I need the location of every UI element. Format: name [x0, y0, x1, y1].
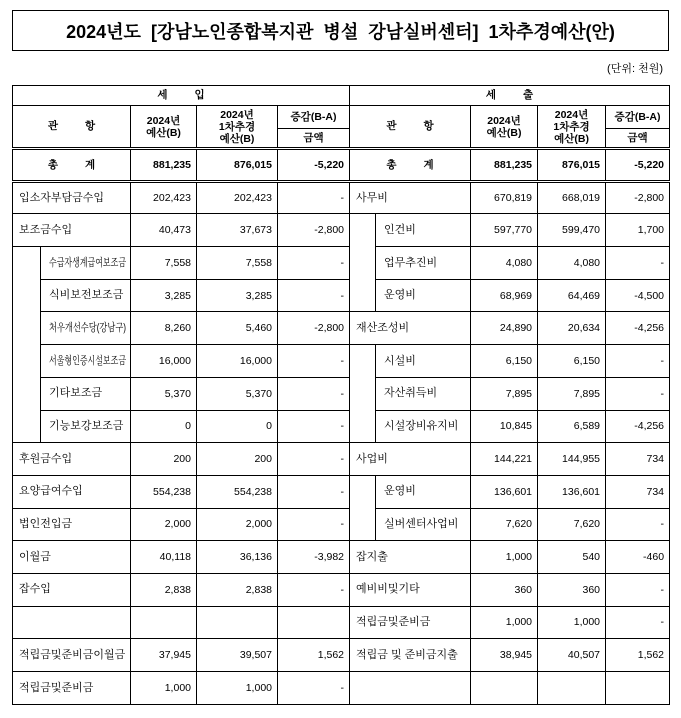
revenue-budget-cell: 202,423 [131, 181, 197, 214]
expense-indent-cell [350, 345, 376, 378]
revenue-budget-cell [131, 606, 197, 639]
revenue-item-label: 이월금 [19, 550, 51, 563]
revenue-change-cell: - [278, 508, 350, 541]
expense-supplementary-cell: 7,620 [538, 508, 606, 541]
table-row [13, 312, 670, 345]
revenue-item-label: 적립금및준비금 [19, 681, 94, 694]
expense-supplementary-cell: 1,000 [538, 606, 606, 639]
revenue-supplementary-cell: 554,238 [197, 475, 278, 508]
expense-supplementary-cell: 6,589 [538, 410, 606, 443]
total-row [13, 149, 670, 182]
expense-budget-cell: 1,000 [471, 541, 538, 574]
expense-supplementary-cell: 360 [538, 573, 606, 606]
expense-item-label: 예비비및기타 [356, 583, 420, 596]
expense-item-label-cell [350, 181, 471, 214]
expense-budget-header [471, 106, 538, 149]
expense-amount-header: 금액 [606, 129, 670, 149]
revenue-indent-cell [13, 247, 41, 280]
expense-total-supplementary: 876,015 [538, 149, 606, 182]
budget-table [12, 85, 670, 705]
expense-item-label-cell [350, 573, 471, 606]
expense-supplementary-cell [538, 672, 606, 705]
expense-section-header: 세 출 [350, 86, 670, 106]
revenue-budget-cell: 3,285 [131, 279, 197, 312]
revenue-total-change: -5,220 [278, 149, 350, 182]
expense-change-cell: - [606, 606, 670, 639]
expense-budget-cell: 597,770 [471, 214, 538, 247]
document-title: 2024년도 [강남노인종합복지관 병설 강남실버센터] 1차추경예산(안) [66, 21, 615, 42]
expense-item-label-cell [376, 508, 471, 541]
header-line: 1차추경 [553, 120, 590, 133]
expense-item-header: 관 항 [350, 106, 471, 149]
expense-item-label-cell [350, 639, 471, 672]
revenue-indent-cell [13, 410, 41, 443]
expense-budget-cell: 7,620 [471, 508, 538, 541]
expense-item-label-cell [376, 475, 471, 508]
expense-change-cell: -4,256 [606, 312, 670, 345]
revenue-item-label-cell [13, 475, 131, 508]
expense-supplementary-cell: 599,470 [538, 214, 606, 247]
expense-change-cell: 1,700 [606, 214, 670, 247]
revenue-supplementary-cell: 1,000 [197, 672, 278, 705]
expense-change-cell: -460 [606, 541, 670, 574]
header-line: 1차추경 [218, 120, 256, 133]
header-line: 2024년 [487, 114, 521, 127]
revenue-total-label: 총 계 [13, 149, 131, 182]
expense-item-label-cell [350, 541, 471, 574]
expense-item-label: 시설비 [384, 354, 416, 367]
table-row [13, 672, 670, 705]
expense-item-label: 적립금 및 준비금지출 [356, 648, 458, 661]
revenue-change-cell: -3,982 [278, 541, 350, 574]
expense-item-label-cell [376, 410, 471, 443]
expense-indent-cell [350, 214, 376, 247]
revenue-budget-cell: 2,838 [131, 573, 197, 606]
expense-indent-cell [350, 508, 376, 541]
revenue-item-label-cell [13, 181, 131, 214]
expense-supplementary-cell: 4,080 [538, 247, 606, 280]
expense-budget-cell: 360 [471, 573, 538, 606]
table-row [13, 508, 670, 541]
revenue-item-label: 기능보강보조금 [49, 420, 124, 433]
expense-change-cell: - [606, 508, 670, 541]
revenue-item-label-cell [13, 672, 131, 705]
expense-item-label: 자산취득비 [384, 387, 438, 400]
header-line: 2024년 [554, 108, 589, 121]
expense-item-label: 시설장비유지비 [384, 420, 459, 433]
revenue-item-label: 처우개선수당(강남구) [49, 321, 127, 334]
revenue-item-label-cell [13, 606, 131, 639]
revenue-change-header: 증감(B-A) [278, 106, 350, 129]
expense-total-label: 총 계 [350, 149, 471, 182]
revenue-budget-cell: 16,000 [131, 345, 197, 378]
revenue-budget-cell: 554,238 [131, 475, 197, 508]
revenue-item-label: 후원금수입 [19, 452, 73, 465]
revenue-item-label-cell [13, 214, 131, 247]
expense-total-change: -5,220 [606, 149, 670, 182]
revenue-change-cell: - [278, 672, 350, 705]
expense-budget-cell [471, 672, 538, 705]
header-line: 예산(B) [146, 126, 181, 139]
expense-item-label-cell [350, 312, 471, 345]
expense-budget-cell: 144,221 [471, 443, 538, 476]
expense-change-cell: - [606, 247, 670, 280]
revenue-supplementary-cell [197, 606, 278, 639]
expense-change-cell [606, 672, 670, 705]
revenue-item-header: 관 항 [13, 106, 131, 149]
expense-item-label: 사무비 [356, 191, 388, 204]
expense-budget-cell: 24,890 [471, 312, 538, 345]
revenue-budget-cell: 5,370 [131, 377, 197, 410]
revenue-change-cell: - [278, 443, 350, 476]
revenue-item-label: 요양급여수입 [19, 485, 83, 498]
table-row [13, 247, 670, 280]
expense-item-label-cell [376, 279, 471, 312]
table-row [13, 443, 670, 476]
revenue-change-cell: - [278, 181, 350, 214]
revenue-budget-cell: 37,945 [131, 639, 197, 672]
section-header-row [13, 86, 670, 106]
header-line: 예산(B) [486, 126, 522, 139]
expense-change-cell: - [606, 573, 670, 606]
expense-budget-cell: 1,000 [471, 606, 538, 639]
expense-item-label-cell [376, 247, 471, 280]
expense-change-cell: - [606, 345, 670, 378]
revenue-supplementary-cell: 2,000 [197, 508, 278, 541]
expense-indent-cell [350, 410, 376, 443]
expense-budget-cell: 136,601 [471, 475, 538, 508]
revenue-item-label-cell [13, 443, 131, 476]
expense-indent-cell [350, 377, 376, 410]
header-line: 2024년 [146, 114, 181, 127]
expense-supplementary-cell: 540 [538, 541, 606, 574]
revenue-change-cell: -2,800 [278, 312, 350, 345]
revenue-item-label: 기타보조금 [49, 387, 103, 400]
revenue-change-cell: - [278, 279, 350, 312]
revenue-section-header: 세 입 [13, 86, 350, 106]
expense-item-label: 업무추진비 [384, 256, 438, 269]
expense-supplementary-cell: 40,507 [538, 639, 606, 672]
expense-item-label: 사업비 [356, 452, 388, 465]
table-row [13, 214, 670, 247]
expense-change-cell: 1,562 [606, 639, 670, 672]
expense-change-cell: - [606, 377, 670, 410]
revenue-supplementary-cell: 2,838 [197, 573, 278, 606]
expense-change-cell: -4,500 [606, 279, 670, 312]
revenue-supplementary-cell: 36,136 [197, 541, 278, 574]
expense-item-label-cell [376, 377, 471, 410]
expense-change-cell: -2,800 [606, 181, 670, 214]
revenue-item-label-cell [41, 410, 131, 443]
header-line: 2024년 [220, 108, 254, 121]
revenue-item-label-cell [13, 573, 131, 606]
revenue-change-cell: -2,800 [278, 214, 350, 247]
expense-indent-cell [350, 475, 376, 508]
revenue-supplementary-cell: 0 [197, 410, 278, 443]
revenue-indent-cell [13, 279, 41, 312]
revenue-supplementary-cell: 7,558 [197, 247, 278, 280]
revenue-indent-cell [13, 312, 41, 345]
revenue-item-label-cell [41, 377, 131, 410]
expense-budget-cell: 7,895 [471, 377, 538, 410]
revenue-budget-cell: 8,260 [131, 312, 197, 345]
revenue-supplementary-cell: 5,460 [197, 312, 278, 345]
expense-item-label: 실버센터사업비 [384, 518, 459, 531]
table-row [13, 410, 670, 443]
expense-budget-cell: 10,845 [471, 410, 538, 443]
revenue-item-label: 식비보전보조금 [49, 289, 124, 302]
revenue-item-label-cell [41, 279, 131, 312]
revenue-change-cell: - [278, 475, 350, 508]
revenue-item-label: 적립금및준비금이월금 [19, 648, 126, 661]
expense-change-cell: 734 [606, 475, 670, 508]
revenue-item-label: 수급자생계급여보조금 [49, 256, 127, 269]
table-row [13, 181, 670, 214]
revenue-supplementary-cell: 3,285 [197, 279, 278, 312]
expense-supplementary-cell: 136,601 [538, 475, 606, 508]
table-row [13, 475, 670, 508]
title-box [12, 10, 669, 51]
expense-item-label: 인건비 [384, 223, 416, 236]
expense-item-label-cell [350, 606, 471, 639]
column-header-row [13, 106, 670, 129]
revenue-supplementary-cell: 200 [197, 443, 278, 476]
revenue-total-budget: 881,235 [131, 149, 197, 182]
expense-budget-cell: 6,150 [471, 345, 538, 378]
expense-change-header: 증감(B-A) [606, 106, 670, 129]
revenue-budget-cell: 2,000 [131, 508, 197, 541]
revenue-budget-cell: 7,558 [131, 247, 197, 280]
revenue-indent-cell [13, 377, 41, 410]
revenue-item-label-cell [13, 541, 131, 574]
revenue-budget-cell: 0 [131, 410, 197, 443]
expense-supplementary-header [538, 106, 606, 149]
expense-item-label: 운영비 [384, 289, 416, 302]
expense-item-label-cell [350, 443, 471, 476]
expense-supplementary-cell: 20,634 [538, 312, 606, 345]
revenue-item-label-cell [41, 345, 131, 378]
revenue-item-label-cell [41, 312, 131, 345]
expense-item-label: 적립금및준비금 [356, 616, 431, 629]
revenue-change-cell: - [278, 345, 350, 378]
revenue-change-cell: - [278, 410, 350, 443]
expense-item-label-cell [350, 672, 471, 705]
revenue-budget-cell: 40,118 [131, 541, 197, 574]
expense-indent-cell [350, 247, 376, 280]
table-row [13, 345, 670, 378]
header-line: 예산(B) [554, 132, 589, 145]
expense-supplementary-cell: 64,469 [538, 279, 606, 312]
revenue-budget-cell: 1,000 [131, 672, 197, 705]
revenue-supplementary-cell: 39,507 [197, 639, 278, 672]
revenue-total-supplementary: 876,015 [197, 149, 278, 182]
revenue-item-label: 보조금수입 [19, 223, 73, 236]
revenue-item-label: 잡수입 [19, 583, 51, 596]
revenue-item-label-cell [41, 247, 131, 280]
revenue-item-label-cell [13, 639, 131, 672]
expense-item-label-cell [376, 214, 471, 247]
expense-budget-cell: 38,945 [471, 639, 538, 672]
table-row [13, 606, 670, 639]
expense-change-cell: 734 [606, 443, 670, 476]
expense-indent-cell [350, 279, 376, 312]
table-row [13, 573, 670, 606]
revenue-item-label: 서울형인증시설보조금 [49, 354, 127, 367]
revenue-budget-cell: 40,473 [131, 214, 197, 247]
revenue-indent-cell [13, 345, 41, 378]
expense-item-label-cell [376, 345, 471, 378]
revenue-change-cell: - [278, 247, 350, 280]
revenue-item-label: 법인전입금 [19, 518, 73, 531]
revenue-supplementary-header [197, 106, 278, 149]
revenue-change-cell: 1,562 [278, 639, 350, 672]
revenue-item-label: 입소자부담금수입 [19, 191, 105, 204]
expense-item-label: 재산조성비 [356, 321, 410, 334]
expense-item-label: 잡지출 [356, 550, 388, 563]
revenue-budget-cell: 200 [131, 443, 197, 476]
table-row [13, 541, 670, 574]
unit-label: (단위: 천원) [607, 63, 663, 75]
expense-total-budget: 881,235 [471, 149, 538, 182]
table-row [13, 279, 670, 312]
revenue-change-cell: - [278, 377, 350, 410]
expense-item-label: 운영비 [384, 485, 416, 498]
revenue-supplementary-cell: 37,673 [197, 214, 278, 247]
revenue-budget-header [131, 106, 197, 149]
revenue-change-cell [278, 606, 350, 639]
expense-supplementary-cell: 7,895 [538, 377, 606, 410]
table-row [13, 639, 670, 672]
table-row [13, 377, 670, 410]
expense-supplementary-cell: 144,955 [538, 443, 606, 476]
expense-budget-cell: 4,080 [471, 247, 538, 280]
revenue-amount-header: 금액 [278, 129, 350, 149]
expense-supplementary-cell: 6,150 [538, 345, 606, 378]
revenue-supplementary-cell: 5,370 [197, 377, 278, 410]
expense-budget-cell: 68,969 [471, 279, 538, 312]
revenue-supplementary-cell: 202,423 [197, 181, 278, 214]
revenue-supplementary-cell: 16,000 [197, 345, 278, 378]
revenue-item-label-cell [13, 508, 131, 541]
revenue-change-cell: - [278, 573, 350, 606]
expense-supplementary-cell: 668,019 [538, 181, 606, 214]
expense-budget-cell: 670,819 [471, 181, 538, 214]
header-line: 예산(B) [219, 132, 255, 145]
expense-change-cell: -4,256 [606, 410, 670, 443]
